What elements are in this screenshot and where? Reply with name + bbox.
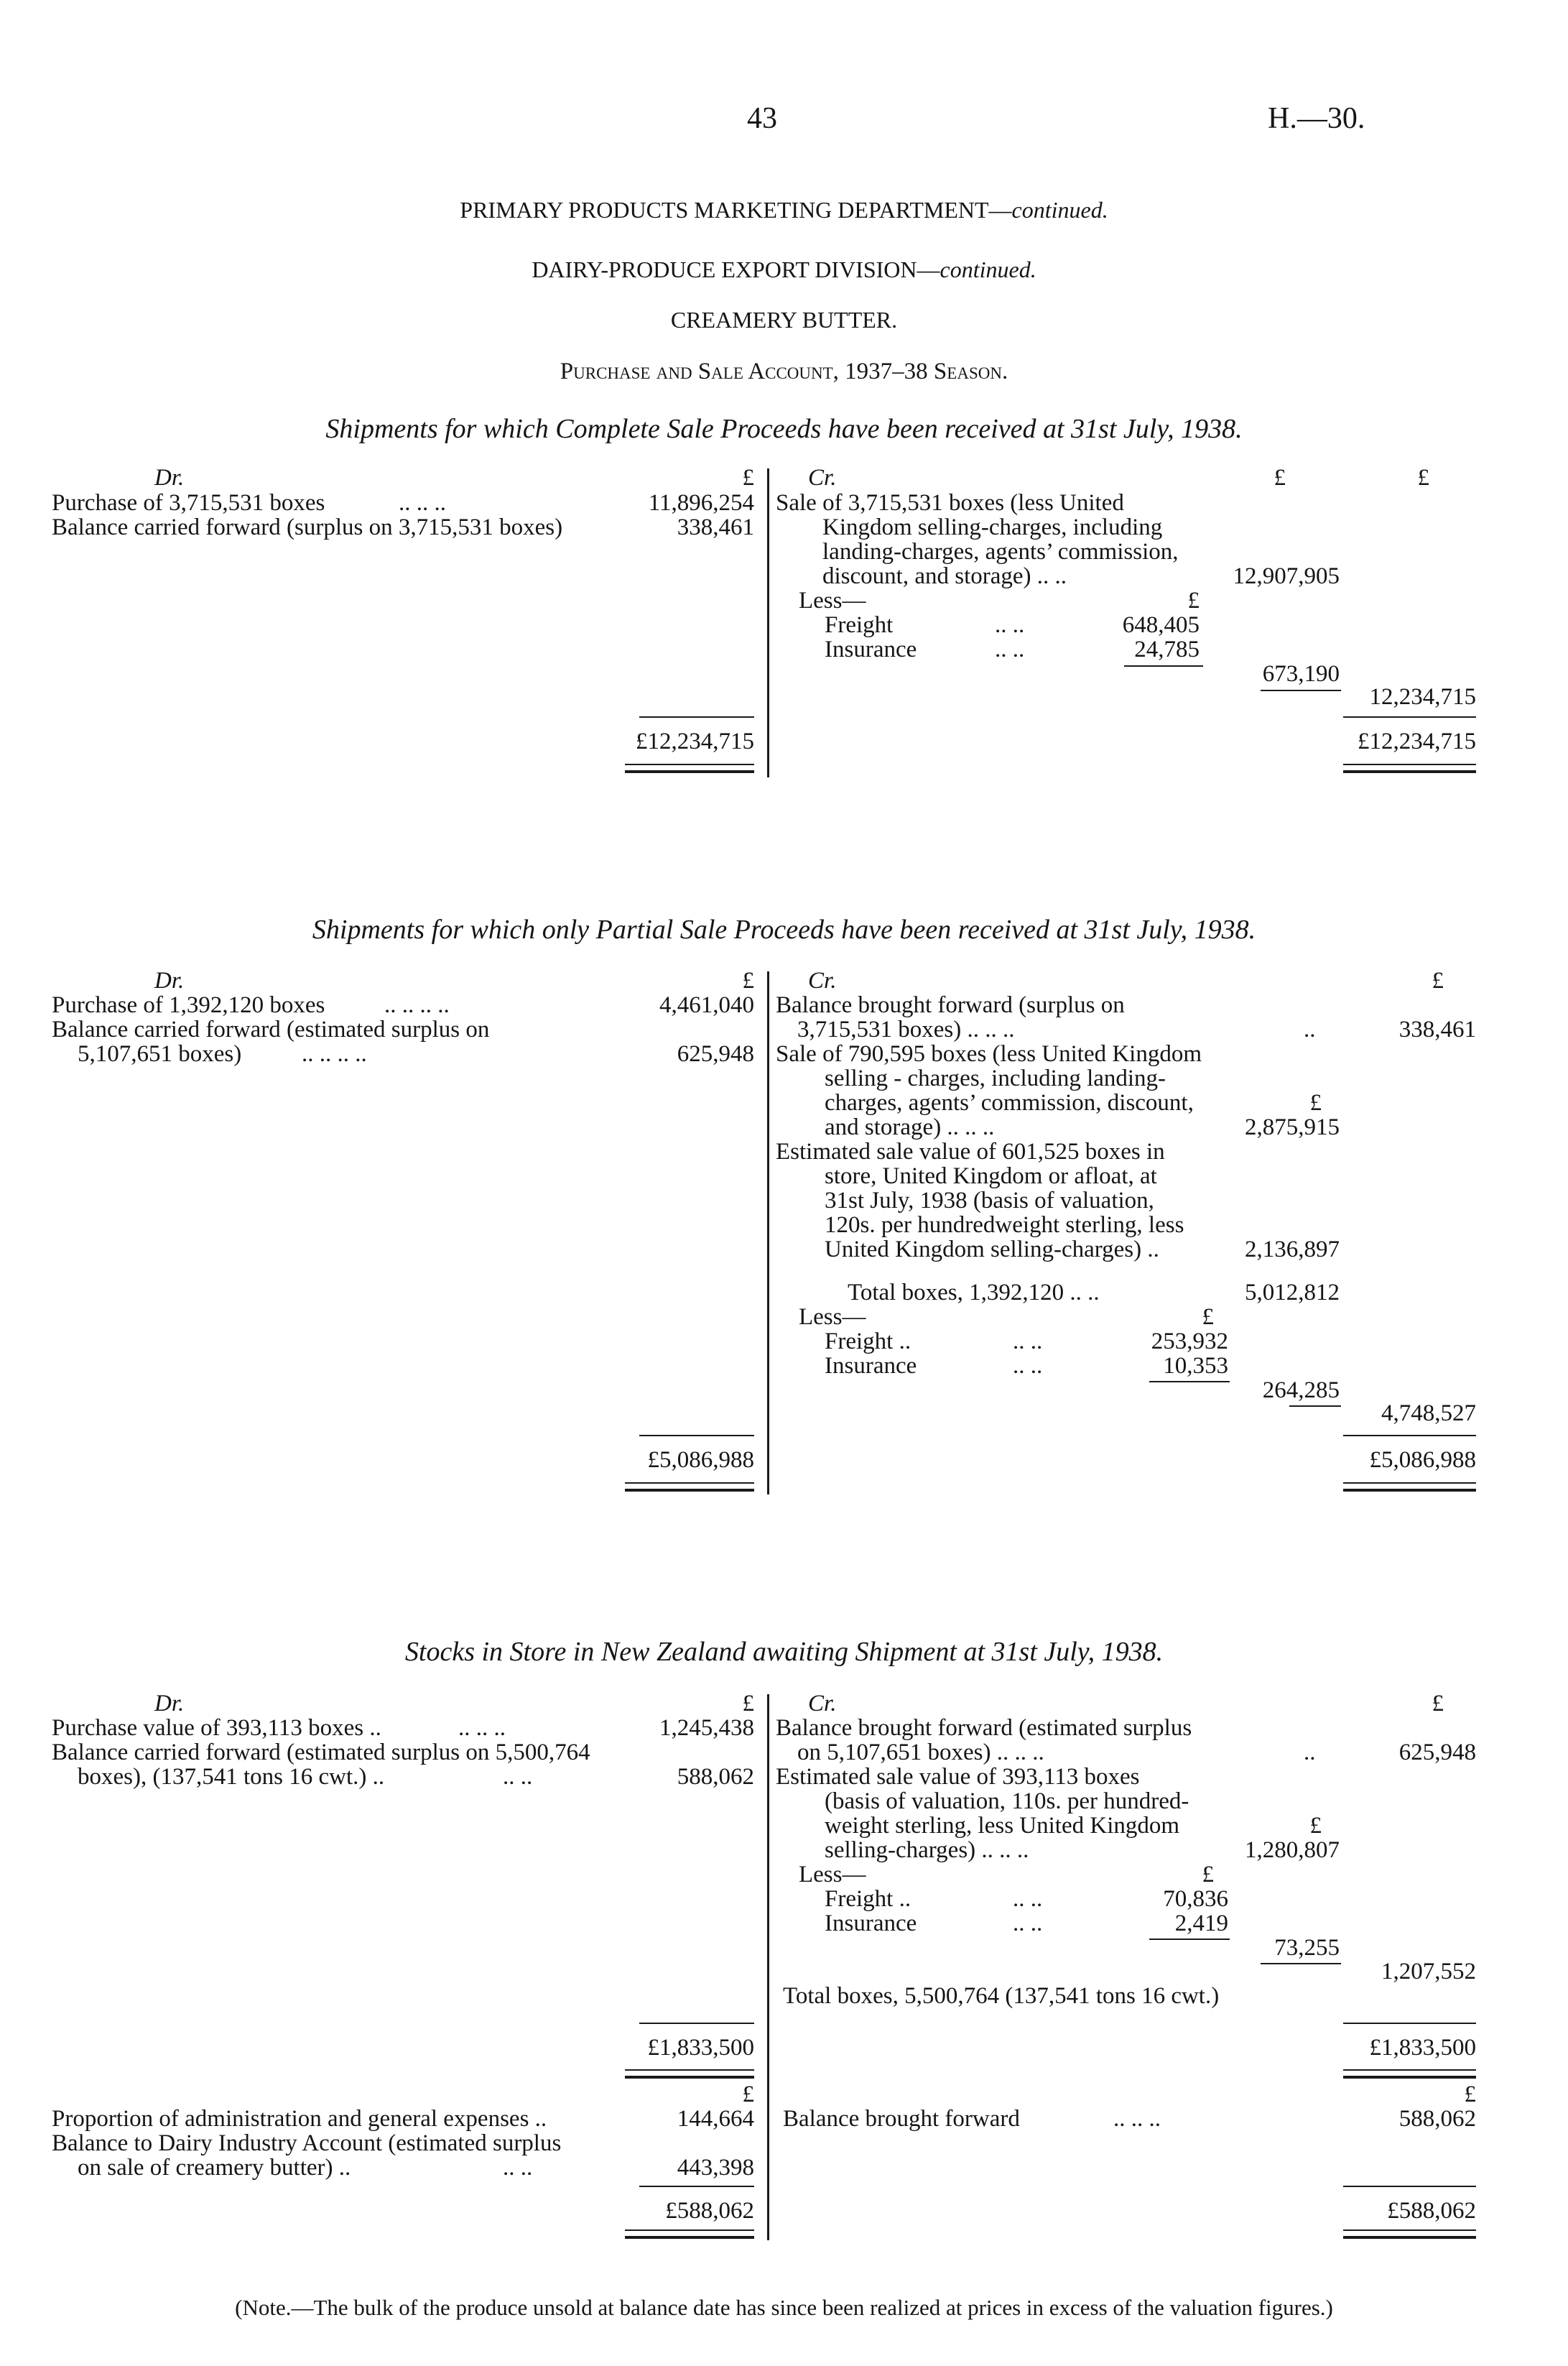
- s3-dr-total-rule: [639, 2023, 754, 2024]
- s4-dr-pound: £: [742, 2081, 754, 2107]
- s1-cr-freight-amount: 648,405: [1122, 612, 1200, 638]
- s1-cr-sale-amount: 12,907,905: [1233, 563, 1340, 589]
- document-reference: H.—30.: [1268, 102, 1365, 135]
- s4-dr-balance-amount: 443,398: [677, 2155, 754, 2181]
- s3-dr-balance-amount: 588,062: [677, 1764, 754, 1790]
- s2-cr-balance-dots: ..: [1304, 1017, 1316, 1043]
- s1-cr-double-rule: [1343, 764, 1476, 773]
- s2-cr-estimate-line1: Estimated sale value of 601,525 boxes in: [776, 1139, 1165, 1165]
- s3-cr-total-rule: [1343, 2023, 1476, 2024]
- s3-cr-freight-dots: .. ..: [1013, 1886, 1043, 1912]
- s2-cr-estimate-line3: 31st July, 1938 (basis of valuation,: [825, 1188, 1154, 1214]
- s3-dr-double-rule: [625, 2069, 754, 2079]
- s1-dr-purchase-dots: .. .. ..: [399, 490, 446, 516]
- s3-cr-less-pound: £: [1202, 1862, 1214, 1887]
- s4-dr-total-rule: [639, 2186, 754, 2187]
- s2-cr-estimate-amount: 2,136,897: [1245, 1237, 1340, 1262]
- department-name: PRIMARY PRODUCTS MARKETING DEPARTMENT—: [460, 197, 1012, 223]
- s3-dr-balance-line2: boxes), (137,541 tons 16 cwt.) ..: [78, 1764, 385, 1790]
- s2-dr-label: Dr.: [154, 968, 185, 994]
- s1-cr-pound-col2: £: [1417, 465, 1429, 491]
- s4-cr-double-rule: [1343, 2229, 1476, 2239]
- s2-cr-total-rule: [1343, 1435, 1476, 1436]
- s1-cr-insurance-label: Insurance: [825, 637, 917, 662]
- s1-cr-total: £12,234,715: [1358, 729, 1476, 754]
- s2-cr-insurance-amount: 10,353: [1163, 1353, 1228, 1379]
- s4-dr-admin-amount: 144,664: [677, 2106, 754, 2132]
- s4-dr-admin-expenses: Proportion of administration and general expenses ..: [52, 2106, 547, 2132]
- s3-cr-insurance-label: Insurance: [825, 1910, 917, 1936]
- product-heading: CREAMERY BUTTER.: [670, 307, 898, 333]
- s2-cr-balance-amount: 338,461: [1398, 1017, 1476, 1043]
- s3-dr-purchase-dots: .. .. ..: [458, 1715, 506, 1741]
- s2-cr-net: 4,748,527: [1381, 1400, 1476, 1426]
- s1-cr-label: Cr.: [808, 465, 837, 491]
- s1-dr-balance-label: Balance carried forward (surplus on 3,715,531 boxes): [52, 514, 563, 540]
- s2-cr-total-boxes-amount: 5,012,812: [1245, 1280, 1340, 1306]
- s2-cr-less-label: Less—: [799, 1304, 866, 1330]
- s3-cr-freight-amount: 70,836: [1163, 1886, 1228, 1912]
- s3-dr-purchase-amount: 1,245,438: [659, 1715, 754, 1741]
- s1-cr-less-total: 673,190: [1262, 661, 1340, 687]
- division-continued: continued.: [940, 257, 1036, 282]
- s1-dr-total: £12,234,715: [636, 729, 754, 754]
- s2-cr-sale-line2: selling - charges, including landing-: [825, 1066, 1166, 1091]
- s4-cr-total: £588,062: [1387, 2198, 1476, 2224]
- s2-dr-purchase-label: Purchase of 1,392,120 boxes: [52, 992, 325, 1018]
- s3-cr-label: Cr.: [808, 1691, 837, 1716]
- s3-dr-total: £1,833,500: [647, 2035, 754, 2061]
- s3-cr-double-rule: [1343, 2069, 1476, 2079]
- s1-dr-purchase-label: Purchase of 3,715,531 boxes: [52, 490, 325, 516]
- s4-dr-balance-line2: on sale of creamery butter) ..: [78, 2155, 351, 2181]
- s2-cr-total: £5,086,988: [1369, 1447, 1476, 1473]
- s4-cr-balance-dots: .. .. ..: [1113, 2106, 1161, 2132]
- s3-cr-estimate-pound: £: [1309, 1813, 1322, 1839]
- s2-cr-insurance-label: Insurance: [825, 1353, 917, 1379]
- s3-dr-balance-line1: Balance carried forward (estimated surplus on 5,500,764: [52, 1739, 590, 1765]
- s1-cr-sale-line4: discount, and storage) .. ..: [822, 563, 1067, 589]
- s2-cr-balance-line1: Balance brought forward (surplus on: [776, 992, 1125, 1018]
- s1-cr-freight-label: Freight: [825, 612, 894, 638]
- s1-dr-pound: £: [742, 465, 754, 491]
- section-2-divider: [767, 971, 769, 1494]
- s2-dr-balance-dots: .. .. .. ..: [302, 1041, 367, 1067]
- s2-cr-total-boxes: Total boxes, 1,392,120 .. ..: [848, 1280, 1100, 1306]
- s2-dr-purchase-amount: 4,461,040: [659, 992, 754, 1018]
- s2-dr-total: £5,086,988: [647, 1447, 754, 1473]
- s2-cr-double-rule: [1343, 1482, 1476, 1492]
- s2-cr-sale-line3: charges, agents’ commission, discount,: [825, 1090, 1194, 1116]
- s2-cr-less-pound: £: [1202, 1304, 1214, 1330]
- section-1-divider: [767, 468, 769, 777]
- s3-cr-pound: £: [1432, 1691, 1444, 1716]
- s2-cr-freight-amount: 253,932: [1151, 1328, 1228, 1354]
- s3-cr-less-total: 73,255: [1274, 1935, 1340, 1961]
- s1-cr-sale-line3: landing-charges, agents’ commission,: [822, 539, 1179, 565]
- s3-dr-pound: £: [742, 1691, 754, 1716]
- s2-dr-balance-amount: 625,948: [677, 1041, 754, 1067]
- s4-cr-total-rule: [1343, 2186, 1476, 2187]
- s3-cr-total: £1,833,500: [1369, 2035, 1476, 2061]
- s3-cr-estimate-line3: weight sterling, less United Kingdom: [825, 1813, 1180, 1839]
- s3-cr-less-label: Less—: [799, 1862, 866, 1887]
- s2-dr-purchase-dots: .. .. .. ..: [384, 992, 450, 1018]
- s4-cr-pound: £: [1464, 2081, 1476, 2107]
- s1-dr-purchase-amount: 11,896,254: [648, 490, 754, 516]
- s2-dr-pound: £: [742, 968, 754, 994]
- s3-cr-estimate-line4: selling-charges) .. .. ..: [825, 1837, 1029, 1863]
- s2-cr-estimate-line5: United Kingdom selling-charges) ..: [825, 1237, 1159, 1262]
- s3-cr-insurance-amount: 2,419: [1174, 1910, 1228, 1936]
- department-heading: [0, 198, 1568, 222]
- s1-less-rule: [1124, 665, 1203, 667]
- s2-cr-insurance-dots: .. ..: [1013, 1353, 1043, 1379]
- s3-dr-balance-dots: .. ..: [503, 1764, 533, 1790]
- s3-dr-purchase-label: Purchase value of 393,113 boxes ..: [52, 1715, 381, 1741]
- division-heading: [0, 257, 1568, 282]
- s3-dr-label: Dr.: [154, 1691, 185, 1716]
- s3-cr-net: 1,207,552: [1381, 1959, 1476, 1984]
- s2-dr-balance-line1: Balance carried forward (estimated surplus on: [52, 1017, 490, 1043]
- s1-cr-less-pound: £: [1187, 588, 1200, 614]
- s2-cr-freight-label: Freight ..: [825, 1328, 911, 1354]
- account-title: Purchase and Sale Account, 1937–38 Season.: [560, 359, 1008, 384]
- s2-cr-freight-dots: .. ..: [1013, 1328, 1043, 1354]
- s3-cr-balance-line1: Balance brought forward (estimated surplus: [776, 1715, 1192, 1741]
- s1-cr-sale-line1: Sale of 3,715,531 boxes (less United: [776, 490, 1124, 516]
- s3-cr-balance-dots: ..: [1304, 1739, 1316, 1765]
- s1-cr-sale-line2: Kingdom selling-charges, including: [822, 514, 1163, 540]
- s2-cr-sale-line4: and storage) .. .. ..: [825, 1114, 995, 1140]
- section-2-title: Shipments for which only Partial Sale Proceeds have been received at 31st July, 1938.: [312, 915, 1256, 945]
- s1-dr-balance-amount: 338,461: [677, 514, 754, 540]
- s2-cr-balance-line2: 3,715,531 boxes) .. .. ..: [797, 1017, 1015, 1043]
- s2-cr-label: Cr.: [808, 968, 837, 994]
- s2-cr-estimate-line2: store, United Kingdom or afloat, at: [825, 1163, 1157, 1189]
- s3-cr-estimate-line1: Estimated sale value of 393,113 boxes: [776, 1764, 1140, 1790]
- s2-dr-double-rule: [625, 1482, 754, 1492]
- s2-cr-less-total: 264,285: [1262, 1377, 1340, 1403]
- section-1-title: Shipments for which Complete Sale Proceeds have been received at 31st July, 1938.: [325, 414, 1243, 444]
- s3-cr-freight-label: Freight ..: [825, 1886, 911, 1912]
- s2-cr-sale-line1: Sale of 790,595 boxes (less United Kingdom: [776, 1041, 1202, 1067]
- division-name: DAIRY-PRODUCE EXPORT DIVISION—: [532, 257, 940, 282]
- s3-cr-balance-line2: on 5,107,651 boxes) .. .. ..: [797, 1739, 1044, 1765]
- s4-dr-balance-line1: Balance to Dairy Industry Account (estimated surplus: [52, 2130, 562, 2156]
- s1-dr-label: Dr.: [154, 465, 185, 491]
- s1-dr-double-rule: [625, 764, 754, 773]
- s1-dr-total-rule: [639, 716, 754, 718]
- s3-cr-balance-amount: 625,948: [1398, 1739, 1476, 1765]
- s3-cr-estimate-line2: (basis of valuation, 110s. per hundred-: [825, 1788, 1189, 1814]
- s2-dr-balance-line2: 5,107,651 boxes): [78, 1041, 242, 1067]
- s3-cr-estimate-amount: 1,280,807: [1245, 1837, 1340, 1863]
- s4-dr-double-rule: [625, 2229, 754, 2239]
- s1-cr-pound-col1: £: [1274, 465, 1286, 491]
- s4-dr-total: £588,062: [665, 2198, 754, 2224]
- s3-cr-total-boxes: Total boxes, 5,500,764 (137,541 tons 16 cwt.): [783, 1983, 1220, 2009]
- s2-cr-sale-pound: £: [1309, 1090, 1322, 1116]
- s4-dr-balance-dots: .. ..: [503, 2155, 533, 2181]
- section-3-divider: [767, 1694, 769, 2240]
- department-continued: continued.: [1011, 197, 1108, 223]
- s1-cr-less-label: Less—: [799, 588, 866, 614]
- section-3-title: Stocks in Store in New Zealand awaiting Shipment at 31st July, 1938.: [404, 1637, 1164, 1667]
- s1-cr-freight-dots: .. ..: [995, 612, 1025, 638]
- s2-cr-pound: £: [1432, 968, 1444, 994]
- s1-cr-net: 12,234,715: [1369, 684, 1476, 710]
- s2-cr-sale-amount: 2,875,915: [1245, 1114, 1340, 1140]
- s1-cr-total-rule: [1343, 716, 1476, 718]
- s2-cr-estimate-line4: 120s. per hundredweight sterling, less: [825, 1212, 1184, 1238]
- s3-cr-insurance-dots: .. ..: [1013, 1910, 1043, 1936]
- s4-cr-balance-amount: 588,062: [1398, 2106, 1476, 2132]
- s1-cr-insurance-dots: .. ..: [995, 637, 1025, 662]
- s1-cr-insurance-amount: 24,785: [1134, 637, 1200, 662]
- page-number: 43: [747, 102, 777, 135]
- s2-dr-total-rule: [639, 1435, 754, 1436]
- s4-cr-balance-label: Balance brought forward: [783, 2106, 1020, 2132]
- footnote: (Note.—The bulk of the produce unsold at balance date has since been realized at prices in excess of the valuation figures.): [235, 2295, 1333, 2320]
